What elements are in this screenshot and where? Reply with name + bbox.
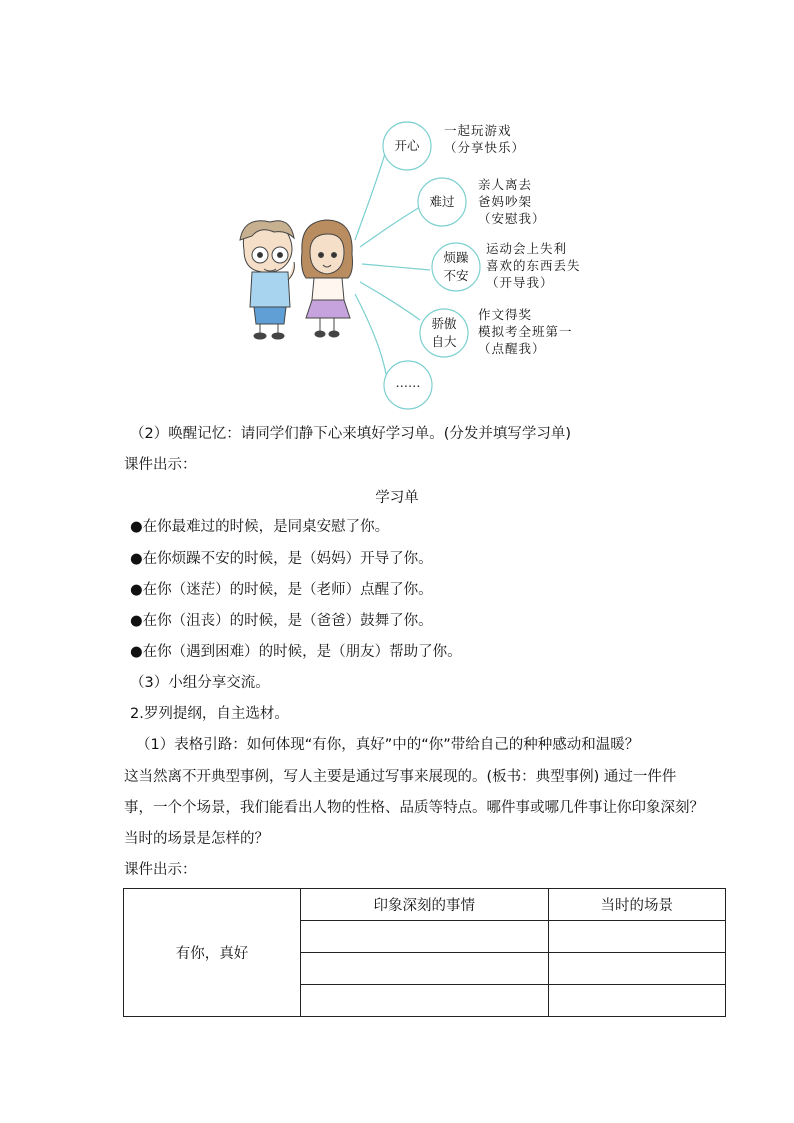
note-line: 模拟考全班第一: [478, 324, 573, 339]
bullet-item: ●在你烦躁不安的时候，是（妈妈）开导了你。: [130, 551, 433, 567]
note-sad: [478, 176, 546, 227]
table-cell[interactable]: [301, 921, 549, 953]
worksheet-title: 学习单: [375, 490, 419, 506]
note-line: （开导我）: [486, 275, 554, 290]
note-line: 一起玩游戏: [444, 123, 512, 138]
paragraph-line: 这当然离不开典型事例，写人主要是通过写事来展现的。(板书：典型事例) 通过一件件: [124, 769, 677, 785]
note-line: 亲人离去: [478, 177, 533, 192]
outline-table: [123, 888, 726, 1017]
bubble-label-more: ……: [395, 375, 421, 390]
step3-line: （3）小组分享交流。: [130, 675, 270, 691]
table-cell[interactable]: [301, 985, 549, 1017]
table-col-header: 印象深刻的事情: [301, 889, 549, 921]
table-cell[interactable]: [301, 953, 549, 985]
note-proud: [478, 306, 573, 357]
bullet-item: ●在你（遇到困难）的时候，是（朋友）帮助了你。: [130, 644, 462, 660]
bullet-item: ●在你（迷茫）的时候，是（老师）点醒了你。: [130, 582, 433, 598]
bubble-label-happy: 开心: [394, 138, 420, 153]
section2-heading: 2.罗列提纲，自主选材。: [130, 706, 289, 722]
bubble-label-proud: 骄傲 自大: [431, 316, 457, 349]
note-line: （安慰我）: [478, 211, 546, 226]
note-line: 爸妈吵架: [478, 194, 533, 209]
bullet-item: ●在你（沮丧）的时候，是（爸爸）鼓舞了你。: [130, 613, 433, 629]
note-happy: [444, 122, 525, 156]
paragraph-line: 事，一个个场景，我们能看出人物的性格、品质等特点。哪件事或哪几件事让你印象深刻？: [124, 800, 704, 816]
girl-illustration: [302, 220, 353, 337]
bubble-label-sad: 难过: [429, 194, 455, 209]
table-cell[interactable]: [548, 921, 726, 953]
note-line: （点醒我）: [478, 341, 546, 356]
mind-map-diagram: [230, 112, 630, 414]
bullet-item: ●在你最难过的时候，是同桌安慰了你。: [130, 519, 390, 535]
step2-line: （2）唤醒记忆：请同学们静下心来填好学习单。(分发并填写学习单): [130, 426, 572, 442]
note-line: （分享快乐）: [444, 140, 526, 155]
bubble-label-anxious: 烦躁 不安: [443, 250, 469, 283]
note-line: 作文得奖: [478, 307, 533, 322]
boy-illustration: [240, 221, 294, 339]
table-cell[interactable]: [548, 985, 726, 1017]
courseware-label: 课件出示：: [124, 862, 197, 878]
note-line: 喜欢的东西丢失: [486, 258, 581, 273]
table-col-header: 当时的场景: [548, 889, 726, 921]
courseware-label: 课件出示：: [124, 457, 197, 473]
paragraph-line: （1）表格引路：如何体现“有你，真好”中的“你”带给自己的种种感动和温暖？: [136, 737, 640, 753]
table-row-header: 有你，真好: [124, 889, 301, 1017]
table-cell[interactable]: [548, 953, 726, 985]
paragraph-line: 当时的场景是怎样的？: [124, 831, 269, 847]
note-line: 运动会上失利: [486, 241, 568, 256]
note-anxious: [486, 240, 581, 291]
